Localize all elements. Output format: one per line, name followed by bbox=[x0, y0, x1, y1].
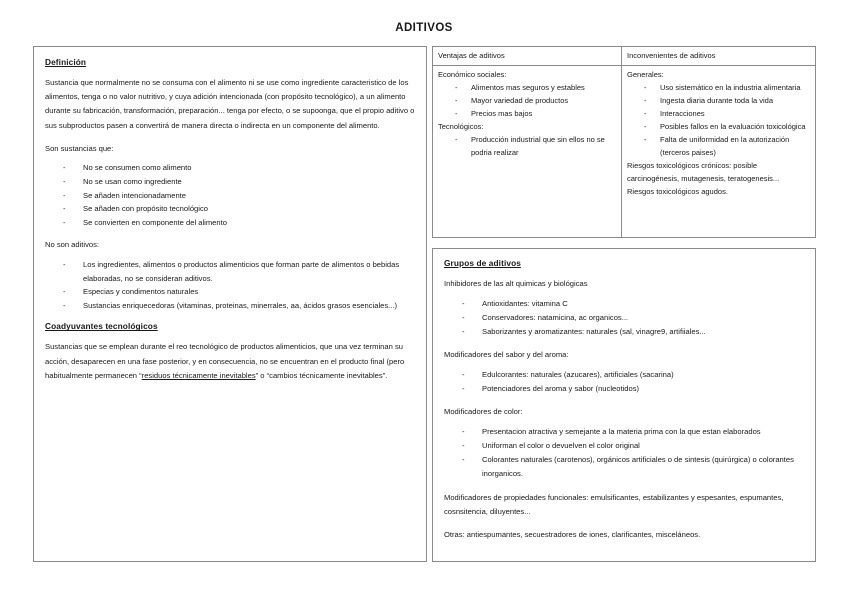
list-item: - No se consumen como alimento bbox=[45, 161, 415, 175]
list-item: - Precios mas bajos bbox=[438, 107, 616, 120]
table-header-advantages: Ventajas de aditivos bbox=[433, 47, 622, 65]
list-item: - Uniforman el color o devuelven el color original bbox=[444, 439, 805, 453]
coadjuvants-text-after: ” o “cambios técnicamente inevitables”. bbox=[255, 370, 388, 380]
list-item: - Antioxidantes: vitamina C bbox=[444, 297, 805, 311]
definition-paragraph: Sustancia que normalmente no se consuma con el alimento ni se use como ingrediente caracteristico de los alimentos, tenga o no valor nutritivo, y cuya adición intencionada (con propósito tecnológico), a un alimento durante su fabricación, transformación, preparación... tenga por efecto, o se supoonga, que el propio aditivo o sus subproductos pasen a convertirá de manera directa o indirecta en un componente del alimento. bbox=[45, 78, 415, 130]
drawbacks-chronic-note: Riesgos toxicológicos crónicos: posible carcinogénesis, mutagenesis, teratogenesis... bbox=[627, 161, 780, 183]
list-item: - Posibles fallos en la evaluación toxicológica bbox=[627, 120, 810, 133]
groups-section3-lead: Modificadores de color: bbox=[444, 407, 523, 417]
list-item: - Producción industrial que sin ellos no se podria realizar bbox=[438, 133, 616, 159]
groups-section3-list bbox=[444, 425, 805, 482]
list-item: - Sustancias enriquecedoras (vitaminas, proteinas, minerrales, aa, ácidos grasos esenciales...) bbox=[45, 299, 415, 313]
groups-section1-list bbox=[444, 297, 805, 340]
coadjuvants-heading: Coadyuvantes tecnológicos bbox=[45, 321, 158, 332]
list-item: - Especias y condimentos naturales bbox=[45, 285, 415, 299]
groups-section1-lead: Inhibidores de las alt quimicas y biológicas bbox=[444, 279, 588, 288]
not-additives-lead: No son aditivos: bbox=[45, 240, 100, 250]
comparison-table bbox=[432, 46, 816, 238]
not-additives-list bbox=[45, 258, 415, 312]
table-cell-advantages bbox=[433, 66, 622, 237]
list-item: - Ingesta diaria durante toda la vida bbox=[627, 94, 810, 107]
list-item: - Se añaden con propósito tecnológico bbox=[45, 202, 415, 216]
are-substances-list bbox=[45, 161, 415, 229]
advantages-group2-list bbox=[438, 133, 616, 159]
table-cell-drawbacks bbox=[622, 66, 815, 237]
table-body-row bbox=[433, 66, 815, 237]
list-item: - Falta de uniformidad en la autorización (terceros paises) bbox=[627, 133, 810, 159]
groups-heading: Grupos de aditivos bbox=[444, 258, 521, 268]
are-substances-lead: Son sustancias que: bbox=[45, 143, 114, 153]
definition-heading: Definición bbox=[45, 57, 87, 67]
list-item: - Potenciadores del aroma y sabor (nucleotidos) bbox=[444, 382, 805, 396]
list-item: - Edulcorantes: naturales (azucares), artificiales (sacarina) bbox=[444, 368, 805, 382]
drawbacks-group1-label: Generales: bbox=[627, 70, 664, 79]
list-item: - Saborizantes y aromatizantes: naturales (sal, vinagre9, artifiiales... bbox=[444, 325, 805, 339]
advantages-group1-label: Económico sociales: bbox=[438, 70, 507, 79]
groups-section2-list bbox=[444, 368, 805, 396]
table-header-drawbacks: Inconvenientes de aditivos bbox=[627, 51, 716, 60]
list-item: - Se convierten en componente del alimento bbox=[45, 216, 415, 230]
list-item: - Conservadores: natamicina, ac organicos... bbox=[444, 311, 805, 325]
groups-functional-text: Modificadores de propiedades funcionales: emulsificantes, estabilizantes y espesantes, espumantes, cosnsitencia, diluyentes... bbox=[444, 492, 784, 516]
list-item: - No se usan como ingrediente bbox=[45, 175, 415, 189]
groups-others-text: Otras: antiespumantes, secuestradores de iones, clarificantes, misceláneos. bbox=[444, 530, 701, 540]
drawbacks-acute-note: Riesgos toxicológicos agudos. bbox=[627, 187, 728, 196]
advantages-group2-label: Tecnológicos: bbox=[438, 122, 484, 131]
list-item: - Colorantes naturales (carotenos), orgánicos artificiales o de sintesis (quirúrgica) o colorantes inorganicos. bbox=[444, 453, 805, 481]
coadjuvants-text-before: Sustancias que se emplean durante el reo tecnológico de productos alimenticios, que una vez terminan su acción, desaparecen en una fase posterior, y en consecuencia, no se encuentran en el producto final (pero habitualmente permanecen “ bbox=[45, 342, 405, 380]
groups-section2-lead: Modificadores del sabor y del aroma: bbox=[444, 350, 569, 360]
list-item: - Interacciones bbox=[627, 107, 810, 120]
advantages-group1-list bbox=[438, 81, 616, 120]
list-item: - Presentacion atractiva y semejante a la materia prima con la que estan elaborados bbox=[444, 425, 805, 439]
list-item: - Los ingredientes, alimentos o productos alimenticios que forman parte de alimentos o bebidas elaboradas, no se consideran aditivos. bbox=[45, 258, 415, 285]
list-item: - Mayor variedad de productos bbox=[438, 94, 616, 107]
list-item: - Se añaden intencionadamente bbox=[45, 189, 415, 203]
list-item: - Uso sistemático en la industria alimentaria bbox=[627, 81, 810, 94]
groups-panel bbox=[432, 248, 816, 562]
page-title: ADITIVOS bbox=[395, 22, 453, 34]
drawbacks-group1-list bbox=[627, 81, 810, 159]
list-item: - Alimentos mas seguros y estables bbox=[438, 81, 616, 94]
coadjuvants-paragraph bbox=[45, 340, 415, 383]
coadjuvants-underlined-term: residuos técnicamente inevitables bbox=[141, 370, 256, 380]
table-header-row bbox=[433, 47, 815, 66]
definition-panel bbox=[33, 46, 427, 562]
